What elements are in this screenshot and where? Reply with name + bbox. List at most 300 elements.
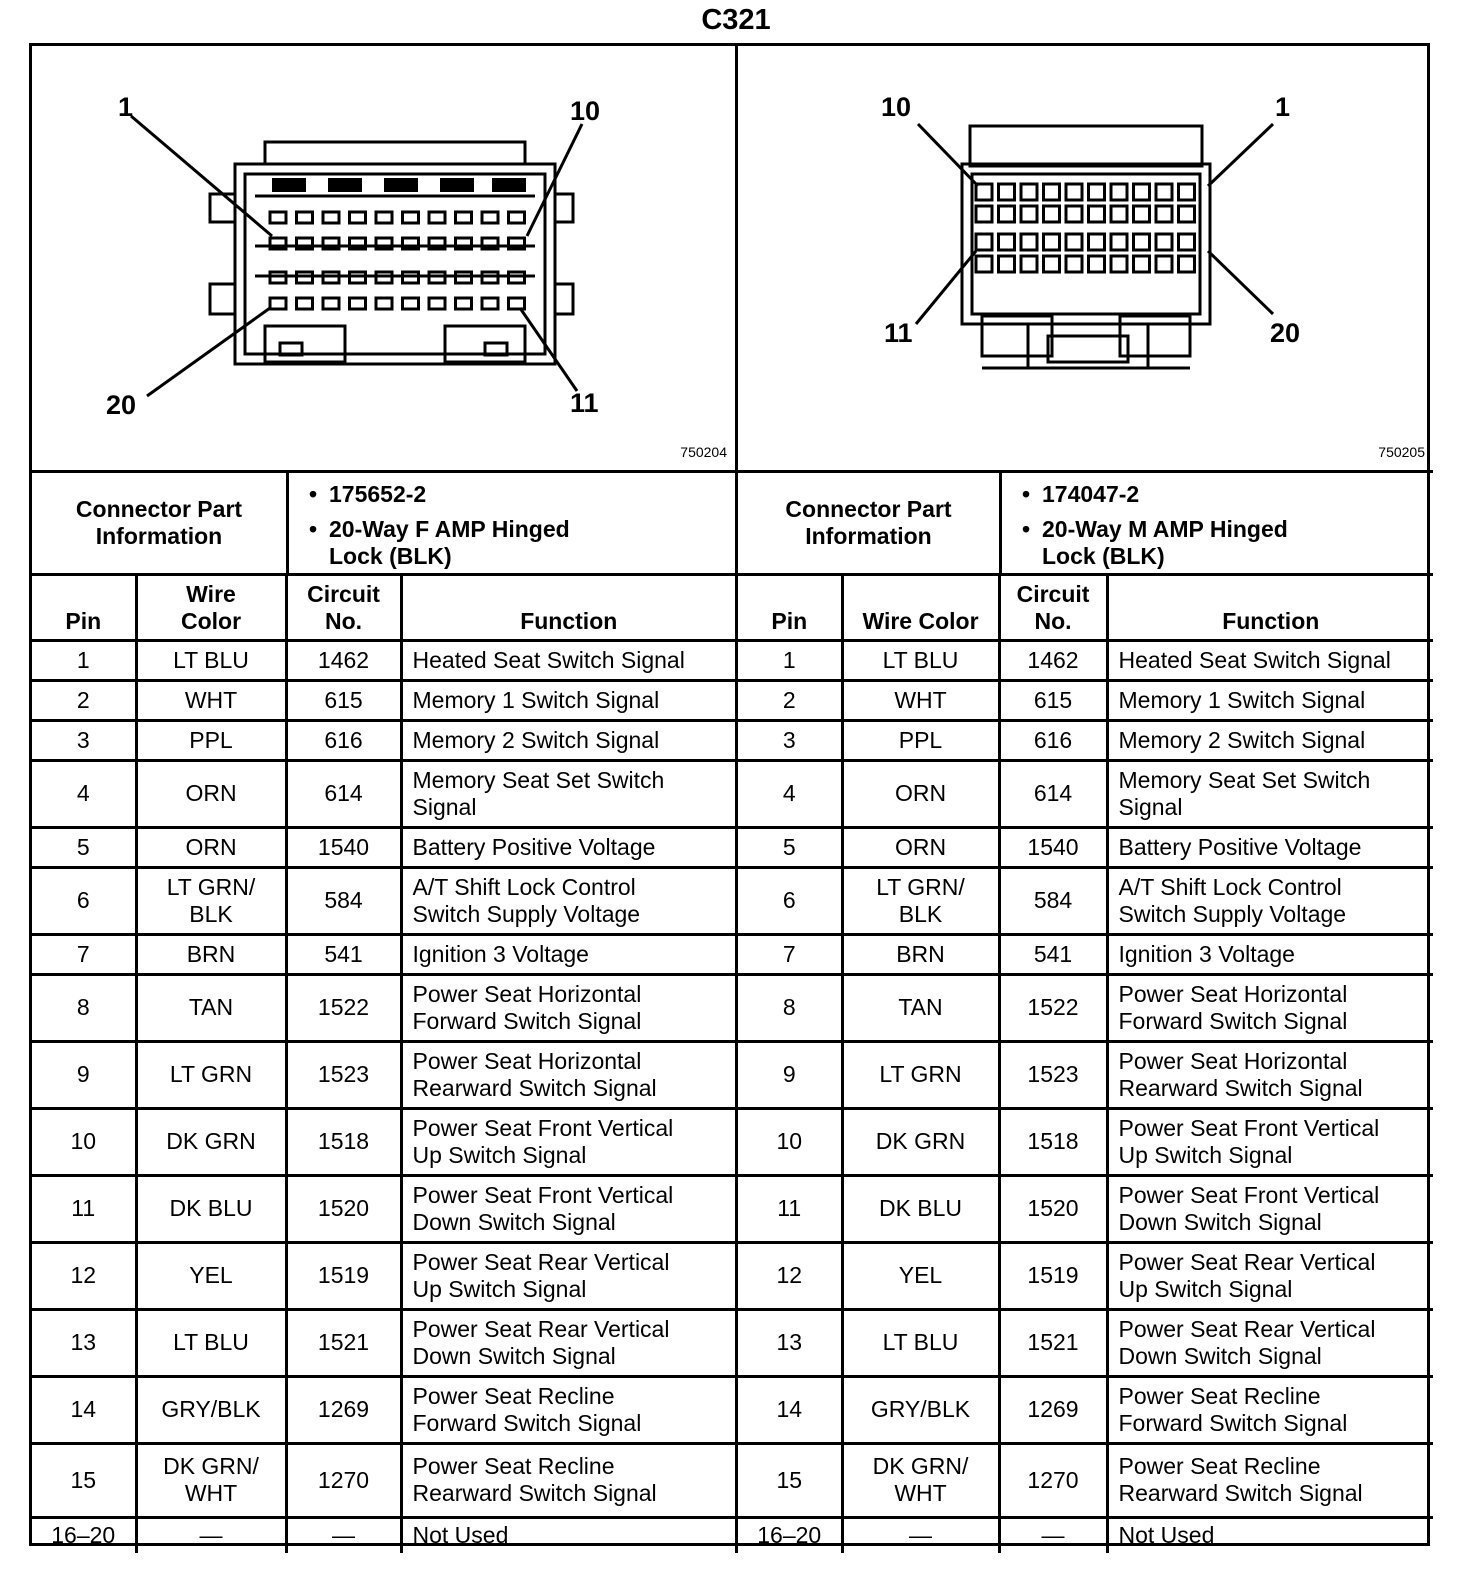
function-cell-text: Not Used [412,1522,509,1549]
pin-cavity [270,212,286,223]
wire-color-cell-text: GRY/BLK [161,1396,261,1422]
wire-color-cell [842,640,999,680]
pin-cavity [999,184,1015,200]
header-pin: Pin [32,576,136,640]
table-row [32,1242,735,1309]
wire-color-cell [136,760,286,827]
circuit-cell-text: 1523 [317,1061,370,1087]
circuit-cell [286,974,401,1041]
pin-cell-text: 15 [776,1466,803,1493]
function-cell-text: Power Seat Rear Vertical [1118,1315,1376,1342]
pin-cavity [976,184,992,200]
callout-pin-20: 20 [1270,318,1301,348]
pin-cell [738,934,842,974]
pin-cavity [297,212,313,223]
function-cell [1107,934,1433,974]
pin-cell [738,1242,842,1309]
circuit-cell [999,640,1107,680]
circuit-cell-text: 615 [324,686,363,713]
circuit-cell [999,760,1107,827]
wire-color-cell [136,640,286,680]
wire-color-cell [136,827,286,867]
circuit-cell-text: 1520 [317,1195,370,1221]
pin-cell [738,974,842,1041]
figure-id: 750204 [680,444,727,460]
wire-color-cell-text: DK BLU [878,1195,963,1221]
header-wire-color [136,576,286,640]
function-cell-text: Heated Seat Switch Signal [412,646,685,673]
table-row [738,827,1433,867]
circuit-cell [286,1041,401,1108]
header-line: No. [324,607,363,634]
wire-color-cell [136,1309,286,1376]
circuit-cell-text: 1521 [1027,1329,1079,1355]
table-row [32,760,735,827]
callout-pin-10: 10 [881,92,912,122]
function-cell-text: Ignition 3 Voltage [1118,940,1295,967]
function-cell [1107,1175,1433,1242]
table-row [32,1376,735,1443]
circuit-cell [286,934,401,974]
pin-cell [32,867,136,934]
circuit-cell [999,720,1107,760]
wire-color-cell [842,1376,999,1443]
part-number: • 174047-2 [1042,481,1433,508]
part-desc-line: 20-Way M AMP Hinged [1042,516,1288,542]
pin-cell [738,867,842,934]
wire-color-cell [842,1242,999,1309]
part-label-line: Connector Part [785,496,952,522]
circuit-cell-text: 1270 [1027,1466,1079,1493]
part-label-line: Information [805,523,932,549]
function-cell-text: Rearward Switch Signal [412,1074,657,1101]
part-description [329,516,735,570]
circuit-cell-text: 1522 [317,994,370,1020]
wire-color-cell [136,974,286,1041]
circuit-cell-text: 1521 [317,1329,370,1355]
header-pin: Pin [738,576,842,640]
pin-cell-text: 8 [76,994,90,1020]
function-cell-text: Switch Supply Voltage [412,900,641,927]
pin-cell-text: 4 [782,780,796,806]
wire-color-cell [136,1108,286,1175]
pin-cell-text: 3 [782,726,796,753]
pin-cell-text: 9 [76,1061,90,1087]
circuit-cell [286,640,401,680]
pin-cell [738,760,842,827]
table-row [738,1517,1433,1553]
wire-color-cell-text: DK GRN [166,1128,256,1154]
callout-pin-11: 11 [570,388,599,418]
pin-cavity [1044,184,1060,200]
pin-cell [738,680,842,720]
wire-color-cell [136,1517,286,1553]
pin-cavity [1066,234,1082,250]
function-cell [401,1309,735,1376]
wire-color-cell [136,1175,286,1242]
table-row [738,640,1433,680]
table-header-row [738,576,1433,640]
circuit-cell-text: 1518 [317,1128,370,1154]
function-cell [401,1108,735,1175]
part-number: • 175652-2 [329,481,735,508]
wire-color-cell-text: BLK [898,900,943,927]
function-cell-text: Power Seat Recline [1118,1453,1321,1479]
pin-cell-text: 15 [70,1466,97,1493]
circuit-cell-text: 1523 [1027,1061,1079,1087]
function-cell-text: Rearward Switch Signal [412,1480,657,1506]
pin-cavity [976,234,992,250]
function-cell-text: Power Seat Rear Vertical [412,1248,670,1275]
pin-cell-text: 1 [76,646,90,673]
pin-cavity [1021,234,1037,250]
function-cell-text: Power Seat Recline [412,1453,615,1479]
header-line: No. [1034,607,1072,634]
function-cell [1107,1443,1433,1517]
pin-cell [32,1108,136,1175]
table-row [738,680,1433,720]
pin-cell [738,640,842,680]
pin-cell-text: 10 [70,1128,97,1154]
pin-cell [738,1517,842,1553]
wire-color-cell-text: ORN [185,780,237,806]
table-row [32,974,735,1041]
pin-cell-text: 13 [70,1329,97,1355]
table-row [738,867,1433,934]
header-function: Function [1107,576,1433,640]
circuit-cell-text: 1269 [1027,1396,1079,1422]
table-row [32,1517,735,1553]
pin-cavity [1021,206,1037,222]
pin-cavity [509,298,525,309]
header-circuit [999,576,1107,640]
wire-color-cell-text: LT GRN/ [166,873,256,900]
function-cell-text: Power Seat Front Vertical [1118,1181,1380,1208]
circuit-cell [999,1175,1107,1242]
wire-color-cell-text: WHT [184,686,238,713]
function-cell-text: Down Switch Signal [1118,1342,1322,1369]
circuit-cell-text: 1519 [1027,1262,1079,1288]
circuit-cell-text: 614 [1033,780,1073,806]
function-cell-text: Memory 1 Switch Signal [1118,686,1366,713]
circuit-cell [286,680,401,720]
part-info-details [289,473,735,573]
function-cell [401,1517,735,1553]
function-cell-text: Rearward Switch Signal [1118,1480,1363,1506]
pin-cavity [297,298,313,309]
pin-cavity [1044,234,1060,250]
pin-cell-text: 2 [782,686,796,713]
circuit-cell-text: — [332,1522,355,1549]
part-info-row [738,473,1433,576]
function-cell-text: Power Seat Recline [1118,1382,1321,1409]
part-description [1042,516,1433,570]
function-cell-text: Forward Switch Signal [1118,1409,1348,1436]
function-cell-text: Up Switch Signal [412,1275,587,1302]
circuit-cell-text: 584 [1033,887,1073,913]
pin-cell-text: 5 [782,833,796,860]
pin-cell-text: 16–20 [757,1522,822,1549]
table-row [738,1175,1433,1242]
pin-cavity [1179,206,1195,222]
pin-cell-text: 7 [76,940,90,967]
pin-cavity [1021,256,1037,272]
pin-cavity [456,212,472,223]
circuit-cell [286,1443,401,1517]
function-cell [1107,720,1433,760]
function-cell-text: A/T Shift Lock Control [1118,873,1342,900]
pin-cavity [1156,234,1172,250]
pin-cavity [999,206,1015,222]
wire-color-cell [842,1041,999,1108]
pin-cell-text: 13 [776,1329,803,1355]
wire-color-cell-text: DK GRN/ [163,1453,259,1479]
pin-cell-text: 5 [76,833,90,860]
function-cell-text: Heated Seat Switch Signal [1118,646,1391,673]
wire-color-cell [842,1309,999,1376]
pin-cell [32,1443,136,1517]
wire-color-cell [136,1443,286,1517]
wire-color-cell-text: WHT [894,686,947,713]
function-cell-text: Signal [412,793,477,820]
pin-cavity [1179,256,1195,272]
function-cell [401,1376,735,1443]
pin-cell [32,720,136,760]
pin-cell [738,827,842,867]
wire-color-cell [842,1443,999,1517]
pin-cavity [350,298,366,309]
pin-cavity [509,212,525,223]
table-row [32,827,735,867]
connector-sheet [29,43,1430,1549]
circuit-cell-text: 1518 [1027,1128,1079,1154]
table-row [32,1041,735,1108]
pin-cell [32,1242,136,1309]
table-row [738,1376,1433,1443]
pin-cell-text: 6 [76,887,90,913]
function-cell [401,867,735,934]
wire-color-cell [842,1175,999,1242]
pin-cavity [1021,184,1037,200]
circuit-cell-text: 1269 [317,1396,370,1422]
pin-cavity [1156,184,1172,200]
function-cell-text: Up Switch Signal [412,1141,587,1168]
circuit-cell-text: 541 [1033,940,1073,967]
function-cell-text: Power Seat Front Vertical [1118,1114,1380,1141]
circuit-cell-text: 1540 [1027,833,1079,860]
header-line: Color [180,607,242,634]
function-cell-text: Forward Switch Signal [1118,1007,1348,1034]
circuit-cell [286,867,401,934]
pin-cavity [1089,206,1105,222]
circuit-cell [286,827,401,867]
pin-cell [32,1517,136,1553]
callout-pin-1: 1 [118,92,134,122]
table-row [32,1108,735,1175]
circuit-cell-text: 1540 [317,833,370,860]
wire-color-cell [842,974,999,1041]
function-cell [401,1175,735,1242]
wire-color-cell [136,680,286,720]
function-cell-text: Power Seat Horizontal [412,1047,642,1074]
pin-cell-text: 8 [782,994,796,1020]
pin-cell-text: 12 [70,1262,97,1288]
wire-color-cell-text: LT GRN/ [876,873,965,900]
function-cell-text: Down Switch Signal [412,1208,616,1235]
function-cell-text: Switch Supply Voltage [1118,900,1347,927]
wire-color-cell-text: TAN [188,994,234,1020]
wire-color-cell-text: LT BLU [173,646,249,673]
male-pin-cavities [976,184,1195,272]
circuit-cell [999,974,1107,1041]
callout-pin-20: 20 [106,390,137,420]
table-row [738,1443,1433,1517]
part-desc-line: Lock (BLK) [329,543,452,569]
function-cell-text: Power Seat Front Vertical [412,1114,674,1141]
table-row [738,760,1433,827]
circuit-cell [999,934,1107,974]
pinout-table-female [32,576,735,1553]
circuit-cell [999,1443,1107,1517]
pin-cell [738,1108,842,1175]
wire-color-cell-text: ORN [894,833,947,860]
male-connector-figure [738,46,1433,473]
function-cell [1107,1108,1433,1175]
function-cell-text: Battery Positive Voltage [412,833,656,860]
pin-cell-text: 6 [782,887,796,913]
pin-cavity [456,298,472,309]
pin-cavity [1134,184,1150,200]
pin-cell-text: 4 [76,780,90,806]
pin-cell [32,1309,136,1376]
table-row [738,934,1433,974]
pin-cavity [976,206,992,222]
table-row [738,1041,1433,1108]
pin-cell [738,1309,842,1376]
circuit-cell [999,1517,1107,1553]
circuit-cell [999,1376,1107,1443]
pin-cell [32,934,136,974]
function-cell-text: Down Switch Signal [412,1342,616,1369]
function-cell [1107,760,1433,827]
wire-color-cell [842,867,999,934]
pin-cavity [1044,256,1060,272]
circuit-cell [999,1242,1107,1309]
table-row [32,1175,735,1242]
function-cell-text: Up Switch Signal [1118,1275,1293,1302]
figure-id: 750205 [1378,444,1425,460]
function-cell-text: Battery Positive Voltage [1118,833,1362,860]
circuit-cell [286,1517,401,1553]
function-cell-text: Not Used [1118,1522,1215,1549]
function-cell [1107,1376,1433,1443]
circuit-cell [286,1309,401,1376]
pin-cell [32,680,136,720]
header-line: Circuit [1016,580,1090,607]
circuit-cell-text: — [1041,1522,1065,1549]
function-cell-text: Power Seat Rear Vertical [1118,1248,1376,1275]
circuit-cell [999,867,1107,934]
pin-cell-text: 11 [777,1195,802,1221]
circuit-cell-text: 616 [324,726,363,753]
wire-color-cell [136,720,286,760]
pin-cell-text: 11 [71,1195,96,1221]
header-wire-color: Wire Color [842,576,999,640]
function-cell [1107,680,1433,720]
pin-cavity [976,256,992,272]
wire-color-cell-text: BLK [189,900,233,927]
pin-cavity [429,298,445,309]
pin-cell-text: 14 [776,1396,803,1422]
function-cell-text: Rearward Switch Signal [1118,1074,1363,1101]
table-row [738,1309,1433,1376]
circuit-cell-text: 1519 [317,1262,370,1288]
pin-cell-text: 2 [76,686,90,713]
wire-color-cell-text: WHT [894,1480,947,1506]
circuit-cell [286,720,401,760]
wire-color-cell-text: LT BLU [173,1329,249,1355]
wire-color-cell [136,934,286,974]
circuit-cell-text: 616 [1033,726,1073,753]
function-cell [1107,974,1433,1041]
pin-cavity [1089,256,1105,272]
pin-cavity [376,212,392,223]
female-connector-figure [32,46,735,473]
table-row [32,720,735,760]
pin-cavity [1134,234,1150,250]
wire-color-cell-text: BRN [186,940,236,967]
wire-color-cell-text: DK GRN [875,1128,966,1154]
pin-cavity [403,298,419,309]
function-cell [401,827,735,867]
function-cell-text: Down Switch Signal [1118,1208,1322,1235]
pin-cell-text: 7 [782,940,796,967]
table-row [738,1242,1433,1309]
part-desc-line: Lock (BLK) [1042,543,1165,569]
pin-cavity [270,298,286,309]
pin-cavity [323,212,339,223]
circuit-cell-text: 584 [324,887,363,913]
pin-cell-text: 14 [70,1396,97,1422]
pin-cell [32,827,136,867]
wire-color-cell-text: ORN [894,780,947,806]
table-row [32,934,735,974]
pin-cell [32,640,136,680]
circuit-cell [286,1376,401,1443]
wire-color-cell [842,1108,999,1175]
pin-cavity [482,298,498,309]
male-connector-drawing [738,46,1430,470]
pin-cell-text: 9 [782,1061,796,1087]
table-row [738,974,1433,1041]
pin-cavity [1156,256,1172,272]
pin-cell [32,1041,136,1108]
pin-cavity [1066,206,1082,222]
circuit-cell [286,1108,401,1175]
function-cell [401,640,735,680]
wire-color-cell-text: GRY/BLK [870,1396,971,1422]
pin-cavity [1179,184,1195,200]
pin-cell-text: 10 [776,1128,803,1154]
function-cell-text: Memory Seat Set Switch [412,766,665,793]
pin-cell [738,1376,842,1443]
part-info-details [1002,473,1433,573]
wire-color-cell-text: WHT [184,1480,238,1506]
function-cell-text: Signal [1118,793,1183,820]
function-cell-text: Memory 2 Switch Signal [412,726,660,753]
function-cell [401,760,735,827]
circuit-cell [999,1309,1107,1376]
